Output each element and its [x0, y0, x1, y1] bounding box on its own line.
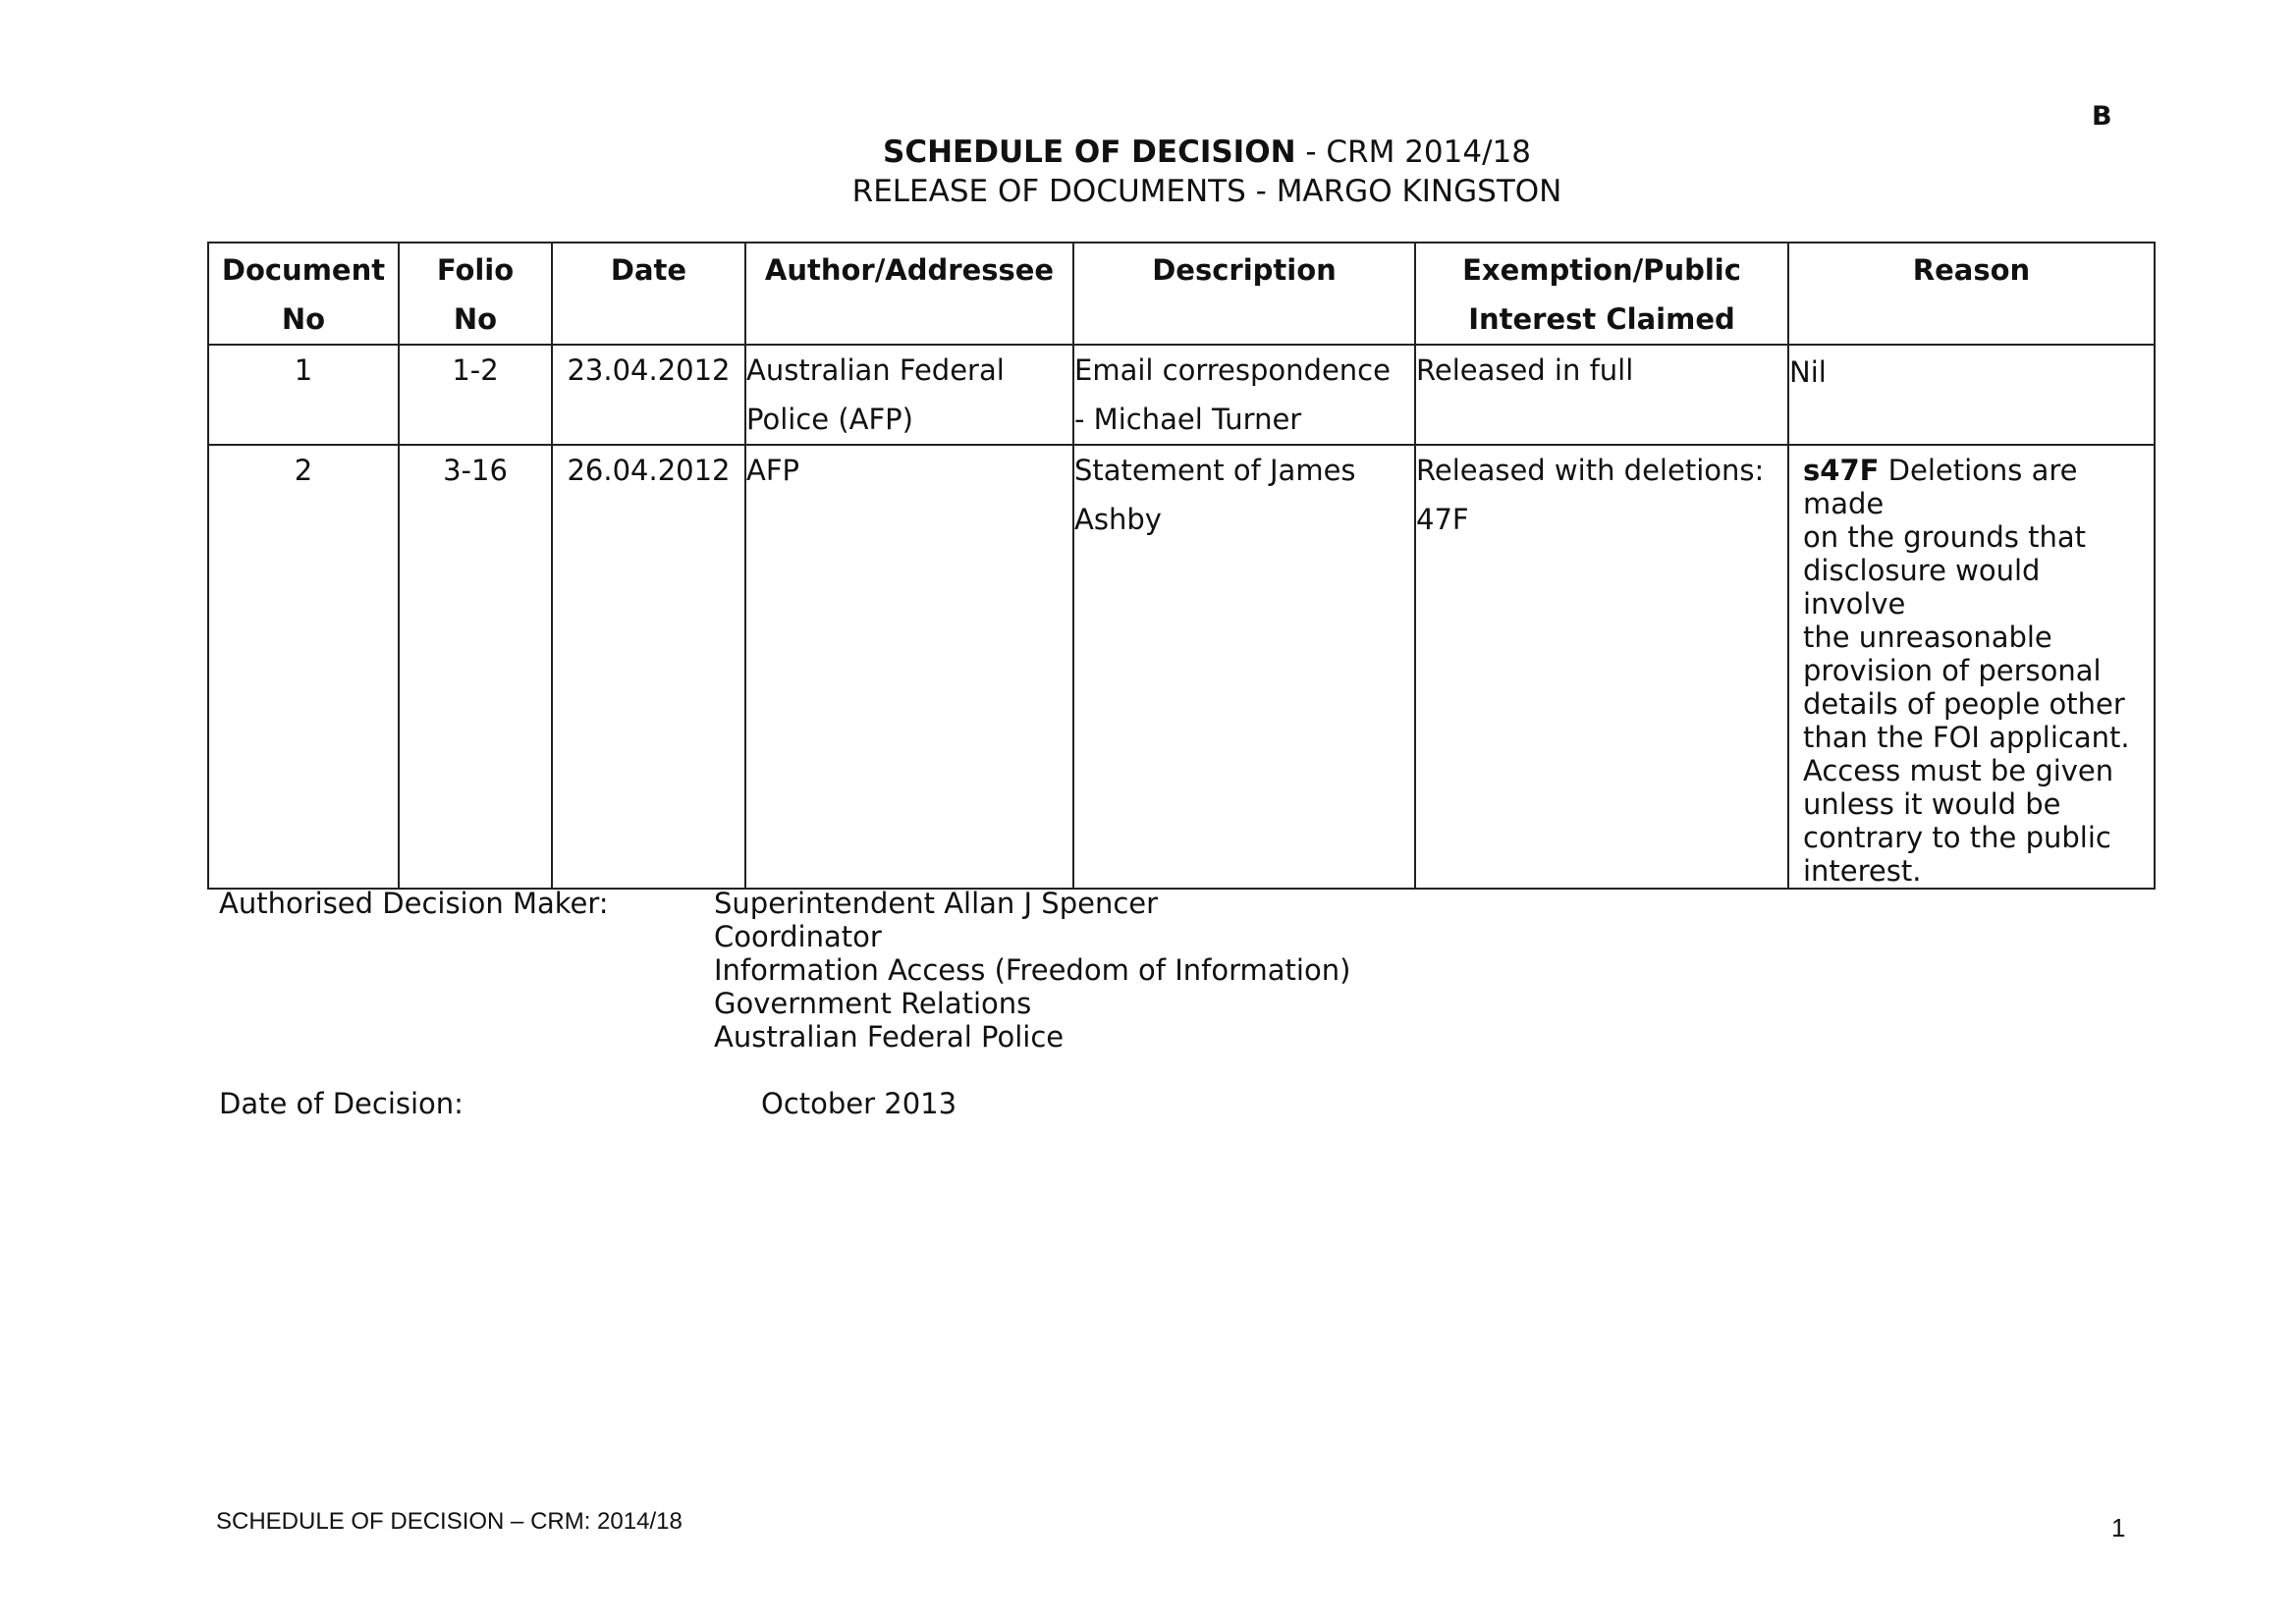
header-document-no: Document No — [208, 243, 399, 345]
cell-description: Statement of James Ashby — [1073, 445, 1415, 889]
footer-text: SCHEDULE OF DECISION – CRM: 2014/18 — [216, 1508, 683, 1535]
reason-text: s47F Deletions are made on the grounds that disclosure would involve the unreasonable provision of personal details of people other than the FOI applicant. Access must be given unless it would be contrary to the public interest. — [1803, 454, 2130, 888]
header-author: Author/Addressee — [745, 243, 1073, 345]
header-reason: Reason — [1788, 243, 2155, 345]
title-block — [0, 133, 2296, 211]
page-number: 1 — [2111, 1513, 2126, 1542]
corner-mark: B — [2092, 101, 2112, 132]
date-of-decision-label: Date of Decision: — [219, 1087, 464, 1120]
header-description: Description — [1073, 243, 1415, 345]
schedule-table — [207, 242, 2156, 890]
cell-date: 26.04.2012 — [552, 445, 745, 889]
table-row — [208, 345, 2155, 445]
table-header-row — [208, 243, 2155, 345]
cell-reason — [1788, 445, 2155, 889]
table-row — [208, 445, 2155, 889]
decision-maker-details: Superintendent Allan J Spencer Coordinator Information Access (Freedom of Information) Government Relations Australian Federal Police — [714, 887, 1351, 1054]
cell-doc-no: 2 — [208, 445, 399, 889]
decision-maker-label: Authorised Decision Maker: — [219, 887, 609, 920]
page-title-bold: SCHEDULE OF DECISION — [883, 135, 1296, 170]
cell-reason: Nil — [1788, 345, 2155, 445]
page-title-rest: - CRM 2014/18 — [1295, 135, 1531, 170]
header-date: Date — [552, 243, 745, 345]
header-folio-no: Folio No — [399, 243, 552, 345]
date-of-decision-value: October 2013 — [761, 1087, 957, 1120]
cell-folio: 1-2 — [399, 345, 552, 445]
cell-doc-no: 1 — [208, 345, 399, 445]
header-exemption: Exemption/Public Interest Claimed — [1415, 243, 1788, 345]
page-title — [59, 133, 2296, 172]
cell-author: Australian Federal Police (AFP) — [745, 345, 1073, 445]
cell-description: Email correspondence - Michael Turner — [1073, 345, 1415, 445]
reason-section-ref: s47F — [1803, 454, 1880, 487]
cell-exemption: Released with deletions: 47F — [1415, 445, 1788, 889]
cell-date: 23.04.2012 — [552, 345, 745, 445]
page-subtitle: RELEASE OF DOCUMENTS - MARGO KINGSTON — [851, 174, 1562, 209]
cell-author: AFP — [745, 445, 1073, 889]
cell-exemption: Released in full — [1415, 345, 1788, 445]
cell-folio: 3-16 — [399, 445, 552, 889]
